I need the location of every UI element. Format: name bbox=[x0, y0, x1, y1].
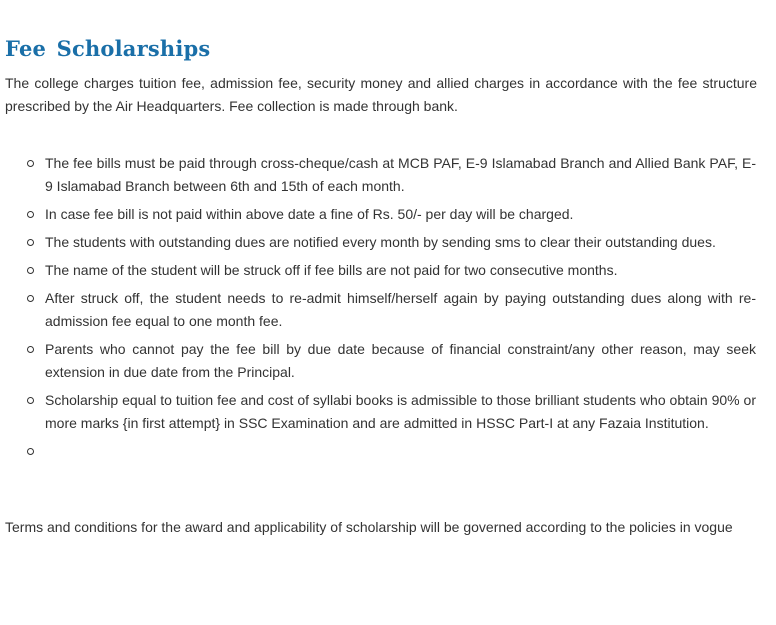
circle-bullet-icon bbox=[27, 239, 34, 246]
circle-bullet-icon bbox=[27, 448, 34, 455]
list-item-text: The name of the student will be struck off if fee bills are not paid for two consecutive months. bbox=[45, 262, 618, 278]
page-title: Fee Scholarships bbox=[5, 36, 211, 61]
fee-rules-list bbox=[0, 152, 756, 468]
terms-paragraph: Terms and conditions for the award and applicability of scholarship will be governed according to the policies in vogue bbox=[5, 519, 733, 535]
list-item-text: Parents who cannot pay the fee bill by due date because of financial constraint/any other reason, may seek extension in due date from the Principal. bbox=[45, 341, 756, 380]
circle-bullet-icon bbox=[27, 267, 34, 274]
list-item bbox=[0, 203, 756, 226]
list-item bbox=[0, 287, 756, 333]
circle-bullet-icon bbox=[27, 397, 34, 404]
list-item-text: The fee bills must be paid through cross-cheque/cash at MCB PAF, E-9 Islamabad Branch and Allied Bank PAF, E-9 Islamabad Branch between 6th and 15th of each month. bbox=[45, 155, 756, 194]
list-item-text: In case fee bill is not paid within above date a fine of Rs. 50/- per day will be charged. bbox=[45, 206, 574, 222]
intro-paragraph: The college charges tuition fee, admission fee, security money and allied charges in accordance with the fee structure prescribed by the Air Headquarters. Fee collection is made through bank. bbox=[5, 75, 757, 114]
list-item-text: The students with outstanding dues are notified every month by sending sms to clear their outstanding dues. bbox=[45, 234, 716, 250]
circle-bullet-icon bbox=[27, 295, 34, 302]
list-item-text: Scholarship equal to tuition fee and cost of syllabi books is admissible to those brilliant students who obtain 90% or more marks {in first attempt} in SSC Examination and are admitted in HSSC Part-I at any Fazaia Institution. bbox=[45, 392, 756, 431]
circle-bullet-icon bbox=[27, 346, 34, 353]
list-item bbox=[0, 389, 756, 435]
list-item bbox=[0, 338, 756, 384]
empty-list-item bbox=[0, 440, 756, 463]
list-item bbox=[0, 152, 756, 198]
circle-bullet-icon bbox=[27, 160, 34, 167]
list-item-text: After struck off, the student needs to re-admit himself/herself again by paying outstanding dues along with re-admission fee equal to one month fee. bbox=[45, 290, 756, 329]
circle-bullet-icon bbox=[27, 211, 34, 218]
list-item bbox=[0, 259, 756, 282]
list-item bbox=[0, 231, 756, 254]
